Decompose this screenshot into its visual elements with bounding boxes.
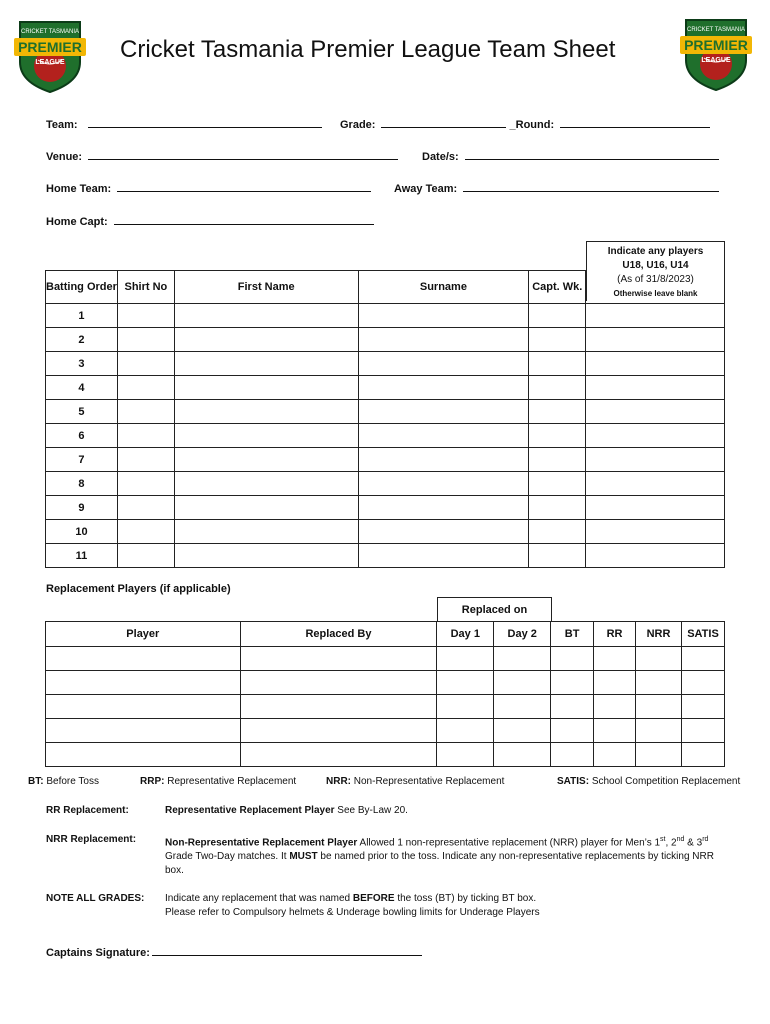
grades-text3: Please refer to Compulsory helmets & Underage bowling limits for Underage Players (165, 907, 540, 918)
nrr-header: NRR (636, 622, 682, 647)
first-name-cell[interactable] (174, 400, 358, 424)
nrr-cell[interactable] (636, 719, 682, 743)
player-cell[interactable] (46, 647, 241, 671)
table-row (46, 472, 725, 496)
bt-cell[interactable] (551, 719, 594, 743)
captains-signature-field[interactable] (46, 946, 422, 959)
home-team-input-line[interactable] (117, 182, 371, 192)
grade-input-line[interactable] (381, 118, 506, 128)
batting-order-cell: 1 (46, 304, 118, 328)
replaced-on-header: Replaced on (437, 597, 552, 621)
bt-cell[interactable] (551, 695, 594, 719)
dates-label: Date/s: (422, 151, 459, 163)
day1-header: Day 1 (437, 622, 494, 647)
first-name-cell[interactable] (174, 472, 358, 496)
table-row (46, 328, 725, 352)
rr-header: RR (594, 622, 636, 647)
rr-bold: Representative Replacement Player (165, 805, 335, 816)
underage-header-cell (586, 271, 725, 304)
first-name-cell[interactable] (174, 328, 358, 352)
satis-header: SATIS (681, 622, 724, 647)
replaced-by-cell[interactable] (240, 743, 437, 767)
replacement-header-row (46, 622, 725, 647)
nrr-label: NRR Replacement: (46, 834, 137, 845)
nrr-must: MUST (289, 851, 318, 863)
satis-cell[interactable] (681, 647, 724, 671)
underage-cell[interactable] (586, 448, 725, 472)
day2-cell[interactable] (494, 695, 551, 719)
underage-cell[interactable] (586, 352, 725, 376)
rr-cell[interactable] (594, 647, 636, 671)
day2-cell[interactable] (494, 671, 551, 695)
legend-rrp-text: Representative Replacement (164, 776, 297, 787)
grades-text (165, 892, 735, 920)
player-cell[interactable] (46, 719, 241, 743)
shirt-no-cell[interactable] (117, 400, 174, 424)
legend-nrr (326, 776, 504, 787)
first-name-cell[interactable] (174, 448, 358, 472)
indicate-line3: (As of 31/8/2023) (617, 274, 694, 285)
surname-cell[interactable] (358, 544, 529, 568)
legend-nrr-key: NRR: (326, 776, 351, 787)
nrr-cell[interactable] (636, 647, 682, 671)
venue-field[interactable] (46, 150, 398, 163)
capt-wk-cell[interactable] (529, 496, 586, 520)
underage-cell[interactable] (586, 400, 725, 424)
capt-wk-cell[interactable] (529, 448, 586, 472)
logo-sub-text: LEAGUE (701, 57, 731, 64)
replacement-row (46, 719, 725, 743)
logo-sub-text: LEAGUE (35, 59, 65, 66)
capt-wk-cell[interactable] (529, 376, 586, 400)
nrr-cell[interactable] (636, 695, 682, 719)
dates-field[interactable] (422, 150, 719, 163)
replaced-by-cell[interactable] (240, 647, 437, 671)
table-row (46, 448, 725, 472)
legend-bt (28, 776, 99, 787)
legend-rrp-key: RRP: (140, 776, 165, 787)
rr-label: RR Replacement: (46, 805, 129, 816)
table-row (46, 544, 725, 568)
capt-wk-cell[interactable] (529, 520, 586, 544)
underage-cell[interactable] (586, 544, 725, 568)
surname-cell[interactable] (358, 328, 529, 352)
day1-cell[interactable] (437, 743, 494, 767)
team-table (45, 270, 725, 568)
venue-input-line[interactable] (88, 150, 398, 160)
bt-header: BT (551, 622, 594, 647)
first-name-cell[interactable] (174, 352, 358, 376)
nrr-sup1: st (660, 836, 666, 843)
capt-wk-cell[interactable] (529, 352, 586, 376)
replacement-row (46, 743, 725, 767)
away-team-field[interactable] (394, 182, 719, 195)
bt-cell[interactable] (551, 647, 594, 671)
nrr-text4: Grade Two-Day matches. It (165, 851, 290, 863)
shirt-no-cell[interactable] (117, 328, 174, 352)
capt-wk-cell[interactable] (529, 544, 586, 568)
nrr-bold: Non-Representative Replacement Player (165, 837, 358, 849)
replacement-row (46, 695, 725, 719)
bt-cell[interactable] (551, 671, 594, 695)
shirt-no-cell[interactable] (117, 496, 174, 520)
satis-cell[interactable] (681, 719, 724, 743)
indicate-line4: Otherwise leave blank (613, 289, 698, 298)
shirt-no-cell[interactable] (117, 304, 174, 328)
underage-cell[interactable] (586, 376, 725, 400)
legend-satis-key: SATIS: (557, 776, 590, 787)
player-cell[interactable] (46, 671, 241, 695)
first-name-cell[interactable] (174, 424, 358, 448)
capt-wk-cell[interactable] (529, 304, 586, 328)
rr-desc: See By-Law 20. (334, 805, 408, 816)
day1-cell[interactable] (437, 695, 494, 719)
shirt-no-cell[interactable] (117, 520, 174, 544)
batting-order-cell: 2 (46, 328, 118, 352)
replacement-row (46, 671, 725, 695)
legend-satis-text: School Competition Replacement (589, 776, 741, 787)
day2-cell[interactable] (494, 743, 551, 767)
round-input-line[interactable] (560, 118, 710, 128)
nrr-cell[interactable] (636, 671, 682, 695)
nrr-text3: & 3 (684, 837, 703, 849)
day2-cell[interactable] (494, 647, 551, 671)
capt-wk-cell[interactable] (529, 424, 586, 448)
table-row (46, 352, 725, 376)
shirt-no-cell[interactable] (117, 352, 174, 376)
surname-header: Surname (358, 271, 529, 304)
surname-cell[interactable] (358, 472, 529, 496)
capt-wk-cell[interactable] (529, 328, 586, 352)
day1-cell[interactable] (437, 671, 494, 695)
surname-cell[interactable] (358, 400, 529, 424)
batting-order-cell: 4 (46, 376, 118, 400)
first-name-cell[interactable] (174, 496, 358, 520)
away-team-input-line[interactable] (463, 182, 719, 192)
shirt-no-cell[interactable] (117, 544, 174, 568)
legend-satis (557, 776, 740, 787)
capt-wk-cell[interactable] (529, 472, 586, 496)
nrr-sup3: rd (702, 836, 709, 843)
day2-header: Day 2 (494, 622, 551, 647)
legend-bt-key: BT: (28, 776, 44, 787)
nrr-text2: , 2 (665, 837, 677, 849)
grade-field[interactable] (340, 118, 710, 131)
first-name-cell[interactable] (174, 376, 358, 400)
batting-order-cell: 9 (46, 496, 118, 520)
away-team-label: Away Team: (394, 183, 458, 195)
grades-text2: the toss (BT) by ticking BT box. (394, 893, 537, 904)
table-row (46, 376, 725, 400)
player-cell[interactable] (46, 695, 241, 719)
satis-cell[interactable] (681, 695, 724, 719)
replaced-by-header: Replaced By (240, 622, 437, 647)
underage-cell[interactable] (586, 496, 725, 520)
capt-wk-cell[interactable] (529, 400, 586, 424)
legend-bt-text: Before Toss (43, 776, 99, 787)
home-team-label: Home Team: (46, 183, 112, 195)
home-team-field[interactable] (46, 182, 371, 195)
replacement-heading: Replacement Players (if applicable) (46, 583, 231, 595)
surname-cell[interactable] (358, 304, 529, 328)
grades-text1: Indicate any replacement that was named (165, 893, 353, 904)
surname-cell[interactable] (358, 352, 529, 376)
logo-main-text: PREMIER (18, 39, 82, 55)
replacement-table (45, 621, 725, 767)
table-row (46, 424, 725, 448)
rr-cell[interactable] (594, 695, 636, 719)
first-name-cell[interactable] (174, 544, 358, 568)
replaced-by-cell[interactable] (240, 695, 437, 719)
batting-order-cell: 10 (46, 520, 118, 544)
capt-wk-header: Capt. Wk. (529, 271, 586, 304)
surname-cell[interactable] (358, 520, 529, 544)
grade-label: Grade: (340, 119, 376, 131)
home-capt-label: Home Capt: (46, 216, 108, 228)
indicate-line1: Indicate any players (607, 246, 704, 257)
rr-text (165, 804, 735, 818)
premier-league-logo-right (676, 14, 756, 94)
signature-label: Captains Signature: (46, 947, 150, 959)
team-field[interactable] (46, 118, 322, 131)
indicate-line2: U18, U16, U14 (622, 260, 689, 271)
underage-cell[interactable] (586, 424, 725, 448)
shirt-no-cell[interactable] (117, 424, 174, 448)
first-name-header: First Name (174, 271, 358, 304)
surname-cell[interactable] (358, 448, 529, 472)
bt-cell[interactable] (551, 743, 594, 767)
shirt-no-cell[interactable] (117, 376, 174, 400)
dates-input-line[interactable] (465, 150, 719, 160)
round-label: _Round: (509, 119, 555, 131)
table-row (46, 400, 725, 424)
legend-nrr-text: Non-Representative Replacement (351, 776, 505, 787)
first-name-cell[interactable] (174, 304, 358, 328)
surname-cell[interactable] (358, 376, 529, 400)
nrr-text5: be named prior to the toss. Indicate any non-representative replacements by ticking NRR box. (165, 851, 714, 877)
signature-input-line[interactable] (152, 946, 422, 956)
underage-cell[interactable] (586, 472, 725, 496)
replaced-by-cell[interactable] (240, 719, 437, 743)
batting-order-cell: 11 (46, 544, 118, 568)
first-name-cell[interactable] (174, 520, 358, 544)
batting-order-cell: 6 (46, 424, 118, 448)
day2-cell[interactable] (494, 719, 551, 743)
satis-cell[interactable] (681, 743, 724, 767)
player-cell[interactable] (46, 743, 241, 767)
underage-cell[interactable] (586, 304, 725, 328)
day1-cell[interactable] (437, 647, 494, 671)
logo-main-text: PREMIER (684, 37, 748, 53)
replacement-row (46, 647, 725, 671)
nrr-text (165, 833, 735, 878)
logo-top-text: CRICKET TASMANIA (686, 27, 746, 33)
player-header: Player (46, 622, 241, 647)
day1-cell[interactable] (437, 719, 494, 743)
grades-before: BEFORE (352, 893, 395, 904)
team-label: Team: (46, 119, 78, 131)
legend-rrp (140, 776, 296, 787)
nrr-sup2: nd (676, 836, 685, 843)
surname-cell[interactable] (358, 496, 529, 520)
team-table-header-row (46, 271, 725, 304)
replaced-by-cell[interactable] (240, 671, 437, 695)
surname-cell[interactable] (358, 424, 529, 448)
home-capt-input-line[interactable] (114, 215, 374, 225)
batting-order-cell: 7 (46, 448, 118, 472)
shirt-no-cell[interactable] (117, 472, 174, 496)
page-title: Cricket Tasmania Premier League Team Sheet (120, 36, 616, 63)
table-row (46, 520, 725, 544)
venue-label: Venue: (46, 151, 83, 163)
underage-cell[interactable] (586, 328, 725, 352)
nrr-cell[interactable] (636, 743, 682, 767)
batting-order-cell: 5 (46, 400, 118, 424)
batting-order-header: Batting Order (46, 271, 118, 304)
batting-order-cell: 8 (46, 472, 118, 496)
shirt-no-cell[interactable] (117, 448, 174, 472)
rr-cell[interactable] (594, 743, 636, 767)
rr-cell[interactable] (594, 671, 636, 695)
underage-cell[interactable] (586, 520, 725, 544)
table-row (46, 304, 725, 328)
shirt-no-header: Shirt No (117, 271, 174, 304)
table-row (46, 496, 725, 520)
team-input-line[interactable] (88, 118, 322, 128)
logo-top-text: CRICKET TASMANIA (20, 29, 80, 35)
home-capt-field[interactable] (46, 215, 374, 228)
rr-cell[interactable] (594, 719, 636, 743)
satis-cell[interactable] (681, 671, 724, 695)
nrr-text1: Allowed 1 non-representative replacement (NRR) player for Men’s 1 (357, 837, 661, 849)
premier-league-logo-left (10, 16, 90, 96)
batting-order-cell: 3 (46, 352, 118, 376)
grades-label: NOTE ALL GRADES: (46, 893, 145, 904)
